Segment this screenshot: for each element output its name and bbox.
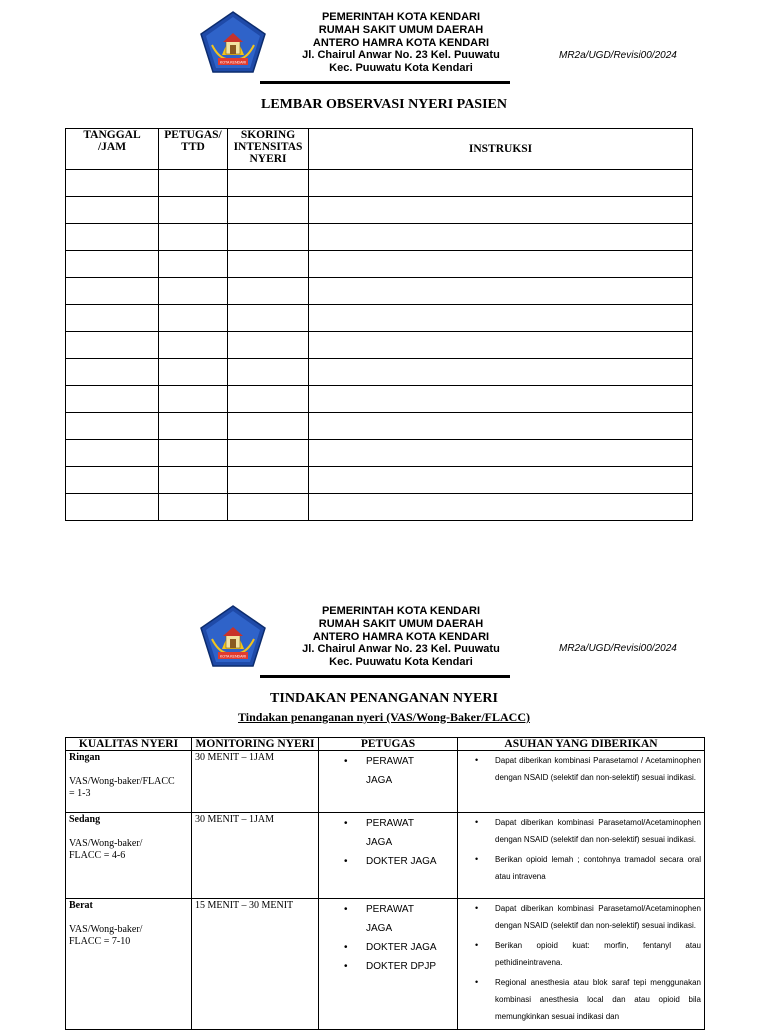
staff-cell[interactable] (159, 197, 228, 224)
score-cell[interactable] (228, 197, 309, 224)
header-line: Jl. Chairul Anwar No. 23 Kel. Puuwatu (302, 643, 500, 656)
staff-cell[interactable] (159, 170, 228, 197)
score-cell[interactable] (228, 413, 309, 440)
header-line: RUMAH SAKIT UMUM DAERAH (318, 617, 484, 630)
hospital-header (271, 605, 531, 669)
care-cell (458, 813, 705, 899)
staff-item: • DOKTER JAGA (344, 852, 454, 871)
instruction-cell[interactable] (309, 494, 693, 521)
treatment-header-row (66, 738, 705, 751)
header-line: PEMERINTAH KOTA KENDARI (321, 11, 481, 23)
pain-level: Sedang (69, 814, 101, 825)
score-cell[interactable] (228, 170, 309, 197)
staff-cell[interactable] (159, 305, 228, 332)
date-cell[interactable] (66, 467, 159, 494)
table-row (66, 278, 693, 305)
table-row (66, 751, 705, 813)
pain-quality-cell (66, 899, 192, 1030)
staff-cell (319, 899, 458, 1030)
care-item: • Regional anesthesia atau blok saraf tepi menggunakan kombinasi anesthesia local dan atau opioid bila memungkinkan sesuai indikasi dan (475, 974, 701, 1025)
staff-cell[interactable] (159, 359, 228, 386)
date-cell[interactable] (66, 494, 159, 521)
staff-item: • PERAWAT JAGA (344, 900, 422, 938)
score-cell[interactable] (228, 278, 309, 305)
staff-cell[interactable] (159, 278, 228, 305)
instruction-cell[interactable] (309, 278, 693, 305)
header-divider (260, 675, 510, 678)
monitoring-cell: 30 MENIT – 1JAM (192, 751, 319, 813)
document-code: MR2a/UGD/Revisi00/2024 (559, 50, 677, 61)
staff-cell[interactable] (159, 467, 228, 494)
care-item: • Berikan opioid lemah ; contohnya tramadol secara oral atau intravena (475, 851, 701, 885)
score-cell[interactable] (228, 494, 309, 521)
staff-cell (319, 751, 458, 813)
pain-level: Berat (69, 900, 93, 911)
date-cell[interactable] (66, 359, 159, 386)
pain-level: Ringan (69, 752, 101, 763)
hospital-header (271, 11, 531, 75)
score-cell[interactable] (228, 467, 309, 494)
monitoring-cell: 30 MENIT – 1JAM (192, 813, 319, 899)
instruction-cell[interactable] (309, 224, 693, 251)
instruction-cell[interactable] (309, 251, 693, 278)
staff-cell[interactable] (159, 413, 228, 440)
care-cell (458, 899, 705, 1030)
header-line: PEMERINTAH KOTA KENDARI (321, 605, 481, 617)
kendari-city-emblem (200, 11, 266, 73)
instruction-cell[interactable] (309, 413, 693, 440)
column-staff-signature: PETUGAS/ TTD (159, 129, 228, 170)
instruction-cell[interactable] (309, 332, 693, 359)
document-code: MR2a/UGD/Revisi00/2024 (559, 643, 677, 654)
svg-text:KOTA KENDARI: KOTA KENDARI (219, 654, 247, 659)
table-row (66, 224, 693, 251)
date-cell[interactable] (66, 386, 159, 413)
score-cell[interactable] (228, 305, 309, 332)
column-monitoring: MONITORING NYERI (192, 738, 319, 751)
header-line: Kec. Puuwatu Kota Kendari (329, 62, 473, 75)
table-row (66, 332, 693, 359)
header-line: ANTERO HAMRA KOTA KENDARI (312, 36, 490, 49)
instruction-cell[interactable] (309, 386, 693, 413)
treatment-subtitle: Tindakan penanganan nyeri (VAS/Wong-Baker/FLACC) (238, 710, 530, 724)
table-row (66, 440, 693, 467)
staff-cell[interactable] (159, 251, 228, 278)
staff-cell[interactable] (159, 332, 228, 359)
date-cell[interactable] (66, 278, 159, 305)
table-row (66, 467, 693, 494)
date-cell[interactable] (66, 332, 159, 359)
score-cell[interactable] (228, 332, 309, 359)
table-row (66, 359, 693, 386)
table-row (66, 899, 705, 1030)
table-row (66, 197, 693, 224)
pain-scale-range: VAS/Wong-baker/FLACC = 1-3 (69, 776, 175, 799)
date-cell[interactable] (66, 170, 159, 197)
table-row (66, 413, 693, 440)
instruction-cell[interactable] (309, 305, 693, 332)
kendari-city-emblem (200, 605, 266, 667)
svg-text:KOTA KENDARI: KOTA KENDARI (219, 60, 247, 65)
table-row (66, 251, 693, 278)
column-pain-score: SKORING INTENSITAS NYERI (228, 129, 309, 170)
staff-item: • DOKTER DPJP (344, 957, 454, 976)
date-cell[interactable] (66, 440, 159, 467)
column-date-time: TANGGAL /JAM (66, 129, 159, 170)
treatment-table (65, 737, 705, 1030)
observation-title: LEMBAR OBSERVASI NYERI PASIEN (261, 97, 507, 112)
care-cell (458, 751, 705, 813)
score-cell[interactable] (228, 224, 309, 251)
monitoring-cell: 15 MENIT – 30 MENIT (192, 899, 319, 1030)
table-row (66, 813, 705, 899)
table-row (66, 305, 693, 332)
instruction-cell[interactable] (309, 440, 693, 467)
instruction-cell[interactable] (309, 359, 693, 386)
header-line: Jl. Chairul Anwar No. 23 Kel. Puuwatu (302, 49, 500, 62)
column-pain-quality: KUALITAS NYERI (66, 738, 192, 751)
score-cell[interactable] (228, 359, 309, 386)
care-item: • Berikan opioid kuat: morfin, fentanyl atau pethidineintravena. (475, 937, 701, 971)
table-row (66, 494, 693, 521)
care-item: • Dapat diberikan kombinasi Parasetamol/Acetaminophen dengan NSAID (selektif dan non-selektif) sesuai indikasi. (475, 814, 701, 848)
staff-cell (319, 813, 458, 899)
staff-cell[interactable] (159, 224, 228, 251)
instruction-cell[interactable] (309, 197, 693, 224)
table-row (66, 386, 693, 413)
staff-item: • PERAWAT JAGA (344, 814, 422, 852)
date-cell[interactable] (66, 197, 159, 224)
score-cell[interactable] (228, 440, 309, 467)
treatment-title: TINDAKAN PENANGANAN NYERI (270, 691, 498, 706)
care-item: • Dapat diberikan kombinasi Parasetamol/Acetaminophen dengan NSAID (selektif dan non-selektif) sesuai indikasi. (475, 900, 701, 934)
table-row (66, 170, 693, 197)
score-cell[interactable] (228, 251, 309, 278)
header-divider (260, 81, 510, 84)
date-cell[interactable] (66, 224, 159, 251)
pain-scale-range: VAS/Wong-baker/ FLACC = 7-10 (69, 924, 143, 947)
column-staff: PETUGAS (319, 738, 458, 751)
pain-quality-cell (66, 751, 192, 813)
column-instruction: INSTRUKSI (309, 129, 693, 170)
observation-header-row (66, 129, 693, 170)
pain-quality-cell (66, 813, 192, 899)
staff-cell[interactable] (159, 386, 228, 413)
column-care: ASUHAN YANG DIBERIKAN (458, 738, 705, 751)
pain-scale-range: VAS/Wong-baker/ FLACC = 4-6 (69, 838, 143, 861)
header-line: ANTERO HAMRA KOTA KENDARI (312, 630, 490, 643)
staff-cell[interactable] (159, 440, 228, 467)
date-cell[interactable] (66, 413, 159, 440)
instruction-cell[interactable] (309, 467, 693, 494)
score-cell[interactable] (228, 386, 309, 413)
observation-table (65, 128, 693, 521)
header-line: Kec. Puuwatu Kota Kendari (329, 656, 473, 669)
staff-item: • DOKTER JAGA (344, 938, 454, 957)
care-item: • Dapat diberikan kombinasi Parasetamol / Acetaminophen dengan NSAID (selektif dan non-selektif) sesuai indikasi. (475, 752, 701, 786)
staff-cell[interactable] (159, 494, 228, 521)
date-cell[interactable] (66, 305, 159, 332)
date-cell[interactable] (66, 251, 159, 278)
staff-item: • PERAWAT JAGA (344, 752, 422, 790)
instruction-cell[interactable] (309, 170, 693, 197)
header-line: RUMAH SAKIT UMUM DAERAH (318, 23, 484, 36)
